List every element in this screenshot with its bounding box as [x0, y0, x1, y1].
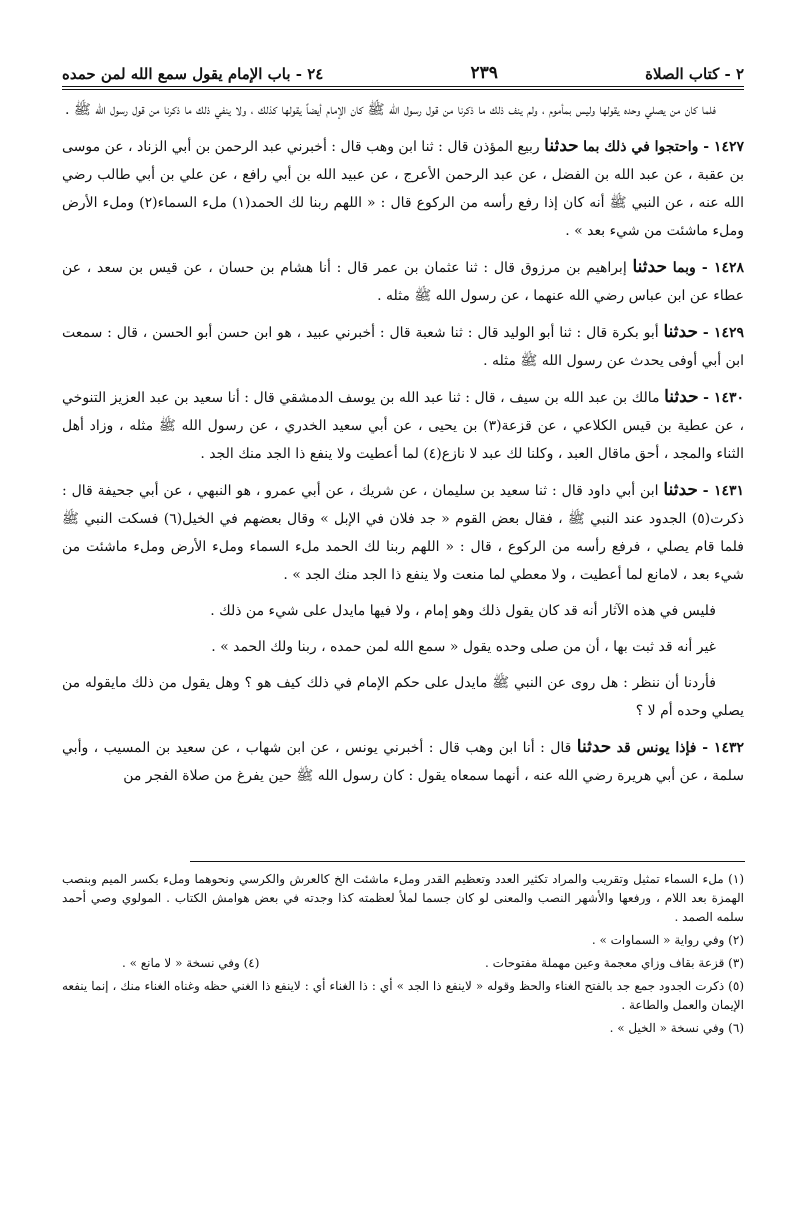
footnote-separator — [190, 861, 745, 862]
hadith-number: ١٤٢٨ - وبما — [672, 260, 745, 276]
hadith-text: ربيع المؤذن قال : ثنا ابن وهب قال : أخبرني عبد الرحمن بن أبي الزناد ، عن موسى بن عقبة ، عن عبد الله بن الفضل ، عن عبد الرحمن الأعرج ، عن عبيد الله بن أبي رافع ، عن علي بن أبي طالب رضي الله عنه ، عن النبي ﷺ أنه كان إذا رفع رأسه من الركوع قال : « اللهم ربنا لك الحمد(١) ملء السماء(٢) وملء الأرض وملء ماشئت من شيء بعد » . — [62, 139, 744, 239]
footnote-2: (٢) وفي رواية « السماوات » . — [591, 933, 744, 947]
hadith-number: ١٤٣٠ - — [703, 390, 744, 406]
footnote-4: (٤) وفي نسخة « لا مانع » . — [122, 956, 260, 970]
hadith-1427 — [62, 132, 744, 245]
hadith-label: حدثنا — [663, 322, 698, 342]
hadith-text: أبو بكرة قال : ثنا أبو الوليد قال : ثنا شعبة قال : أخبرني عبيد ، هو ابن حسن أبو الحسن ، قال : سمعت ابن أبي أوفى يحدث عن رسول الله ﷺ مثله . — [62, 325, 744, 369]
paragraph-text: غير أنه قد ثبت بها ، أن من صلى وحده يقول « سمع الله لمن حمده ، ربنا ولك الحمد » . — [211, 639, 716, 655]
footnote-6: (٦) وفي نسخة « الخيل » . — [609, 1021, 744, 1035]
paragraph-commentary-1 — [62, 597, 744, 625]
footnotes — [62, 870, 744, 1042]
hadith-1431 — [62, 476, 744, 589]
hadith-label: حدثنا — [664, 387, 699, 407]
header-section: ٢٤ - باب الإمام يقول سمع الله لمن حمده — [62, 65, 324, 83]
hadith-1429 — [62, 318, 744, 375]
hadith-number: ١٤٣١ - — [702, 483, 745, 499]
paragraph-intro — [62, 96, 744, 124]
main-text — [62, 96, 744, 798]
footnote-3: (٣) قزعة بقاف وزاي معجمة وعين مهملة مفتوحات . — [485, 956, 744, 970]
hadith-number: ١٤٢٧ - واحتجوا في ذلك بما — [583, 139, 744, 155]
hadith-label: حدثنا — [632, 257, 667, 277]
hadith-number: ١٤٢٩ - — [702, 325, 744, 341]
hadith-text: قال : أنا ابن وهب قال : أخبرني يونس ، عن ابن شهاب ، عن سعيد بن المسيب ، وأبي سلمة ، عن أبي هريرة رضي الله عنه ، أنهما سمعاه يقول : كان رسول الله ﷺ حين يفرغ من صلاة الفجر من — [62, 740, 744, 784]
paragraph-text: فأردنا أن ننظر : هل روى عن النبي ﷺ مايدل على حكم الإمام في ذلك كيف هو ؟ وهل يقول من ذلك مايقوله من يصلي وحده أم لا ؟ — [62, 675, 744, 719]
paragraph-text: فليس في هذه الآثار أنه قد كان يقول ذلك وهو إمام ، ولا فيها مايدل على شيء من ذلك . — [210, 603, 716, 619]
hadith-label: حدثنا — [576, 737, 612, 757]
footnote-5: (٥) ذكرت الجدود جمع جد بالفتح الغناء والحظ وقوله « لاينفع ذا الجد » أي : ذا الغناء أي : لاينفع ذا الغني حظه وغناه الغناء منك ، إنما ينفعه الإيمان والعمل والطاعة . — [62, 979, 744, 1012]
hadith-1430 — [62, 383, 744, 468]
hadith-text: ابن أبي داود قال : ثنا سعيد بن سليمان ، عن شريك ، عن أبي عمرو ، هو النبهي ، عن أبي جحيفة قال : ذكرت(٥) الجدود عند النبي ﷺ ، فقال بعض القوم « جد فلان في الإبل » وقال بعضهم في الخيل(٦) فسكت النبي ﷺ فلما قام يصلي ، فرفع رأسه من الركوع ، قال : « اللهم ربنا لك الحمد ملء السماء وملء الأرض وملء ماشئت من شيء بعد ، لامانع لما أعطيت ، ولا معطي لما منعت ولا ينفع ذا الجد منك الجد » . — [62, 483, 744, 583]
running-header — [62, 55, 744, 83]
hadith-label: حدثنا — [663, 480, 698, 500]
footnote-1: (١) ملء السماء تمثيل وتقريب والمراد تكثير العدد وتعظيم القدر وملء ماشئت الخ كالعرش والكرسي ونحوهما وملء بكسر الميم وبنصب الهمزة بعد اللام ، ورفعها والأشهر النصب والمعنى لو كان جسما لملأ لعظمته كذا وجدته في بعض هوامش الكتاب . المولوي وصي أحمد سلمه الصمد . — [62, 872, 744, 924]
header-rule-bottom — [62, 89, 744, 90]
paragraph-commentary-2 — [62, 633, 744, 661]
paragraph-commentary-3 — [62, 669, 744, 725]
footnote-row-3-4 — [62, 954, 744, 973]
page-number: ٢٣٩ — [470, 63, 498, 83]
hadith-text: إبراهيم بن مرزوق قال : ثنا عثمان بن عمر قال : أنا هشام بن حسان ، عن قيس بن سعد ، عن عطاء عن ابن عباس رضي الله عنهما ، عن رسول الله ﷺ مثله . — [62, 260, 744, 304]
hadith-1428 — [62, 253, 744, 310]
hadith-text: مالك بن عبد الله بن سيف ، قال : ثنا عبد الله بن يوسف الدمشقي قال : أنا سعيد بن عبد العزيز التنوخي ، عن عطية بن قيس الكلاعي ، عن قزعة(٣) بن يحيى ، عن أبي سعيد الخدري ، عن رسول الله ﷺ مثله ، وزاد أهل الثناء والمجد ، أحق ماقال العبد ، وكلنا لك عبد لا نازع(٤) لما أعطيت ولا ينفع ذا الجد منك الجد . — [62, 390, 744, 462]
paragraph-text: فلما كان من يصلي وحده يقولها وليس بمأموم ، ولم ينف ذلك ما ذكرنا من قول رسول الله ﷺ كان الإمام أيضاً يقولها كذلك ، ولا ينفي ذلك ما ذكرنا من قول رسول الله ﷺ . — [64, 102, 716, 118]
hadith-label: حدثنا — [544, 136, 579, 156]
header-rule-top — [62, 86, 744, 87]
hadith-1432 — [62, 733, 744, 790]
hadith-number: ١٤٣٢ - فإذا يونس قد — [616, 740, 744, 756]
header-chapter: ٢ - كتاب الصلاة — [645, 65, 744, 83]
